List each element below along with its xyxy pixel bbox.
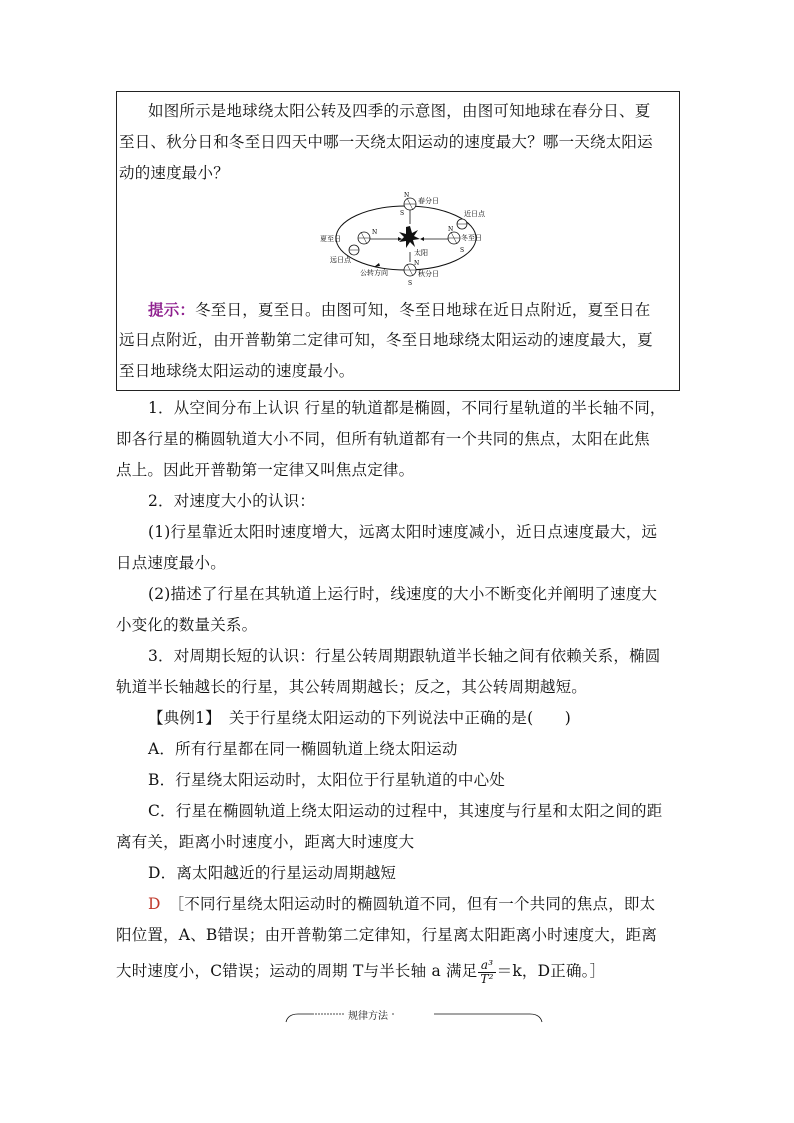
option-b: B．行星绕太阳运动时，太阳位于行星轨道的中心处	[148, 771, 505, 789]
option-d: D．离太阳越近的行星运动周期越短	[148, 864, 397, 882]
question-line-3: 动的速度最小？	[119, 164, 229, 182]
option-c-line-1: C．行星在椭圆轨道上绕太阳运动的过程中，其速度与行星和太阳之间的距	[148, 802, 663, 820]
label-n-autumn: N	[414, 260, 420, 267]
earth-winter-icon	[448, 232, 460, 244]
section2-heading: 2．对速度大小的认识：	[148, 492, 316, 510]
example-stem: 关于行星绕太阳运动的下列说法中正确的是( )	[213, 709, 572, 727]
hint-text-1: 冬至日，夏至日。由图可知，冬至日地球在近日点附近，夏至日在	[195, 301, 651, 319]
label-direction: 公转方向	[360, 269, 388, 277]
label-summer: 夏至日	[320, 235, 341, 243]
section2-item1-line-2: 日点速度最小。	[116, 554, 226, 572]
fraction-numerator: a³	[478, 959, 495, 973]
kepler-fraction	[478, 959, 495, 986]
answer-line-2: 阳位置，A、B错误；由开普勒第二定律知，行星离太阳距离小时速度大，距离	[116, 926, 658, 944]
label-n-spring: N	[404, 192, 410, 199]
label-s-spring: S	[400, 210, 405, 217]
hint-line-1	[148, 294, 650, 326]
sun-icon	[399, 226, 420, 248]
option-c-line-2: 离有关，距离小时速度小，距离大时速度大	[116, 833, 415, 851]
hint-line-3: 至日地球绕太阳运动的速度最小。	[119, 362, 355, 380]
footer-divider	[284, 1010, 544, 1024]
section2-item1-line-1: (1)行星靠近太阳时速度增大，远离太阳时速度减小，近日点速度最大，远	[148, 523, 658, 541]
label-n-summer: N	[372, 229, 378, 236]
option-a: A．所有行星都在同一椭圆轨道上绕太阳运动	[148, 740, 458, 758]
answer-line-3	[116, 956, 605, 987]
example-stem-line	[148, 703, 571, 734]
label-perihelion: 近日点	[464, 210, 485, 218]
answer-text-1: ［不同行星绕太阳运动时的椭圆轨道不同，但有一个共同的焦点，即太	[176, 895, 656, 913]
label-s-winter: S	[460, 247, 465, 254]
section1-line-2: 即各行星的椭圆轨道大小不同，但所有轨道都有一个共同的焦点，太阳在此焦	[116, 430, 650, 448]
label-autumn: 秋分日	[418, 270, 439, 278]
example-label: 【典例1】	[148, 709, 214, 727]
section3-line-2: 轨道半长轴越长的行星，其公转周期越长；反之，其公转周期越短。	[116, 678, 588, 696]
question-line-1: 如图所示是地球绕太阳公转及四季的示意图，由图可知地球在春分日、夏	[148, 102, 651, 120]
question-line-2: 至日、秋分日和冬至日四天中哪一天绕太阳运动的速度最大？哪一天绕太阳运	[119, 133, 653, 151]
section2-item2-line-2: 小变化的数量关系。	[116, 616, 258, 634]
earth-orbit-diagram	[318, 188, 490, 288]
section1-line-3: 点上。因此开普勒第一定律又叫焦点定律。	[116, 461, 415, 479]
hint-label: 提示：	[148, 300, 196, 319]
footer-label: 规律方法	[344, 1007, 392, 1022]
answer-text-3-post: ＝k，D正确。］	[496, 962, 606, 980]
hint-line-2: 远日点附近，由开普勒第二定律可知，冬至日地球绕太阳运动的速度最大，夏	[119, 331, 653, 349]
earth-aphelion-icon	[349, 245, 359, 255]
answer-line-1	[148, 889, 655, 920]
section3-line-1: 3．对周期长短的认识：行星公转周期跟轨道半长轴之间有依赖关系，椭圆	[148, 647, 661, 665]
fraction-denominator: T²	[480, 971, 494, 986]
section1-line-1: 1．从空间分布上认识 行星的轨道都是椭圆，不同行星轨道的半长轴不同，	[148, 399, 666, 417]
earth-perihelion-icon	[457, 219, 467, 229]
label-s-autumn: S	[408, 280, 413, 287]
label-n-winter: N	[448, 226, 454, 233]
answer-text-3-pre: 大时速度小，C错误；运动的周期 T与半长轴 a 满足	[116, 962, 478, 980]
label-spring: 春分日	[418, 197, 439, 205]
earth-spring-icon	[404, 198, 416, 210]
earth-summer-icon	[358, 232, 370, 244]
label-sun: 太阳	[414, 249, 428, 257]
label-aphelion: 远日点	[330, 256, 351, 264]
answer-letter: D	[148, 895, 161, 913]
label-winter: 冬至日	[461, 234, 482, 242]
section2-item2-line-1: (2)描述了行星在其轨道上运行时，线速度的大小不断变化并阐明了速度大	[148, 585, 658, 603]
